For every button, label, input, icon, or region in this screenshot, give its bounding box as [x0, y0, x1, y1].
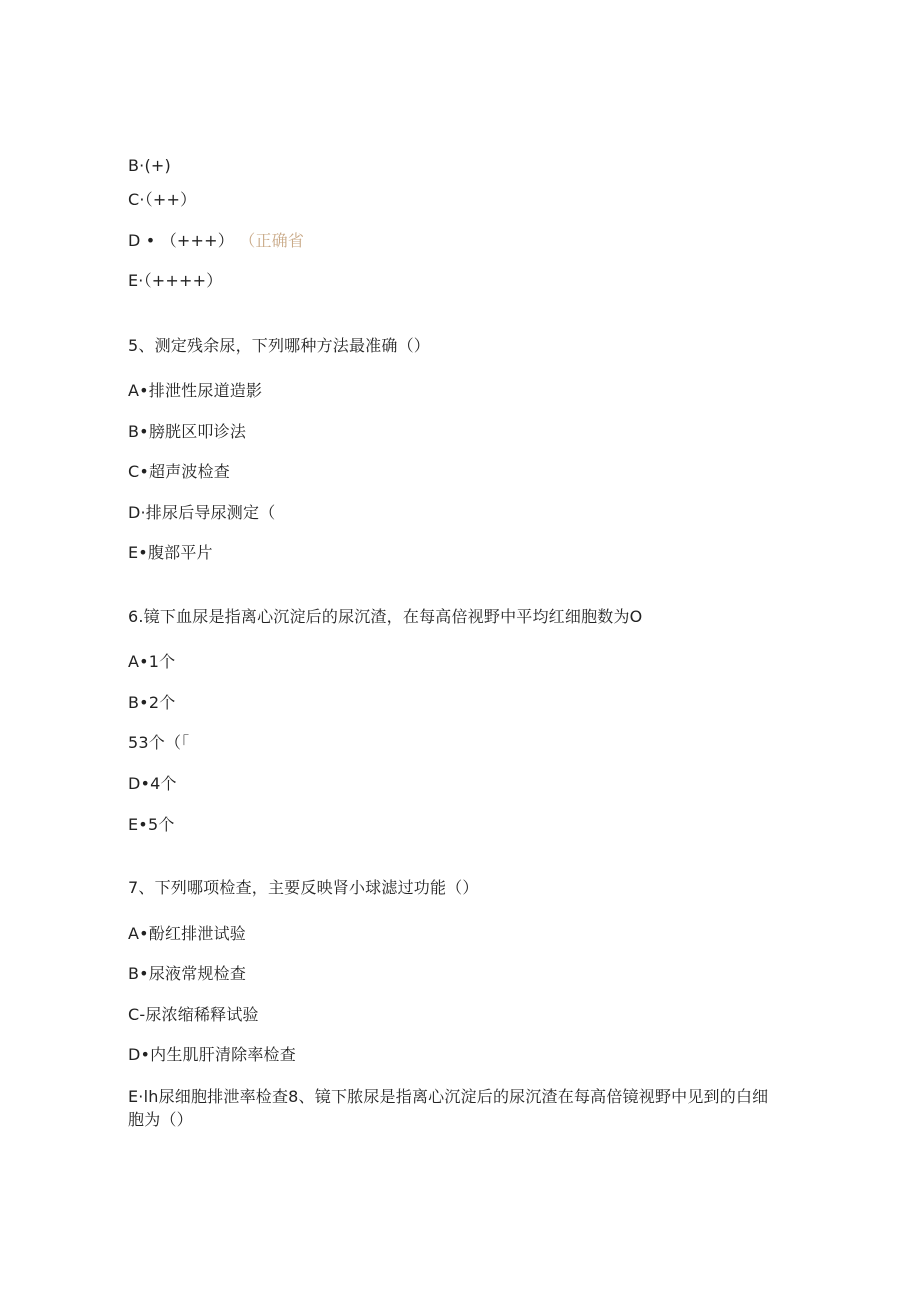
- q5-option-e: E•腹部平片: [128, 543, 213, 562]
- q7-option-c: C-尿浓缩稀释试验: [128, 1005, 259, 1024]
- q4-answer-mark: （正确省: [239, 231, 305, 250]
- q7-option-b: B•尿液常规检查: [128, 964, 247, 983]
- q4-option-c: C·（++）: [128, 190, 197, 209]
- q6-option-e: E•5个: [128, 815, 175, 834]
- q5-stem: 5、测定残余尿，下列哪种方法最准确（）: [128, 336, 430, 355]
- q4-option-d: [128, 231, 304, 251]
- q6-option-b: B•2个: [128, 693, 176, 712]
- q6-stem: 6.镜下血尿是指离心沉淀后的尿沉渣，在每高倍视野中平均红细胞数为O: [128, 607, 643, 626]
- q5-option-a: A•排泄性尿道造影: [128, 381, 263, 400]
- q6-option-c: 53个（「: [128, 733, 190, 752]
- q7-option-a: A•酚红排泄试验: [128, 924, 246, 943]
- q5-option-c: C•超声波检查: [128, 462, 231, 481]
- q6-option-a: A•1个: [128, 652, 176, 671]
- q6-option-d: D•4个: [128, 774, 177, 793]
- q7-option-e-q8-stem: E·lh尿细胞排泄率检查8、镜下脓尿是指离心沉淀后的尿沉渣在每高倍镜视野中见到的白细胞为（）: [128, 1087, 769, 1129]
- q7-option-d: D•内生肌肝清除率检查: [128, 1045, 296, 1064]
- q4-option-d-text: D • （+++）: [128, 231, 234, 250]
- q5-option-d: D·排尿后导尿测定（: [128, 503, 276, 522]
- q5-option-b: B•膀胱区叩诊法: [128, 422, 247, 441]
- q4-option-b: B·(+): [128, 156, 171, 175]
- q4-option-e: E·（++++）: [128, 271, 223, 290]
- q7-stem: 7、下列哪项检查，主要反映肾小球滤过功能（）: [128, 878, 479, 897]
